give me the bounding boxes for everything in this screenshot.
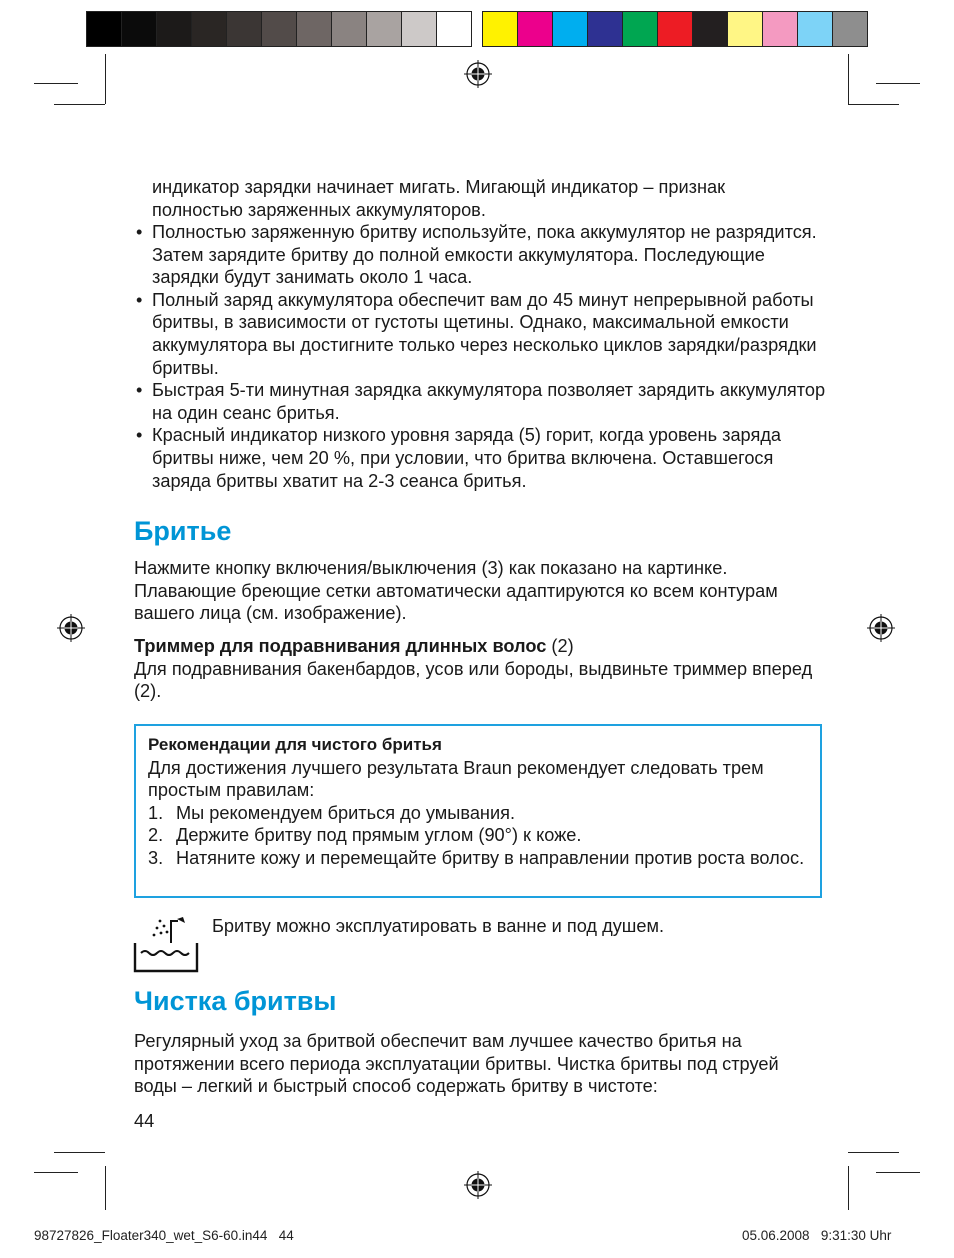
bullet-mark: • (136, 425, 143, 446)
crop-mark (848, 1166, 849, 1210)
bullet-text: Полностью заряженную бритву используйте, пока аккумулятор не разрядится. Затем зарядите бритву до полной емкости аккумулятора. Последующие зарядки будут занимать около 1 часа. (152, 222, 817, 288)
trimmer-heading (134, 635, 834, 658)
section-title-cleaning: Чистка бритвы (134, 986, 337, 1016)
item-text: Держите бритву под прямым углом (90°) к коже. (176, 825, 582, 846)
crop-mark (848, 54, 849, 104)
section-title-shaving: Бритье (134, 516, 232, 546)
print-slug-filename: 98727826_Floater340_wet_S6-60.in44 44 (34, 1228, 294, 1243)
crop-mark (848, 1152, 899, 1153)
intro-line: индикатор зарядки начинает мигать. Мигающй индикатор – признак (152, 177, 726, 197)
list-item (134, 289, 834, 379)
crop-mark (34, 1172, 78, 1173)
bullet-mark: • (136, 222, 143, 242)
color-swatch (122, 12, 157, 46)
color-swatch (483, 12, 518, 46)
registration-mark-icon (57, 614, 85, 642)
color-swatch (262, 12, 297, 46)
color-swatch (332, 12, 367, 46)
color-swatch (297, 12, 332, 46)
page-number: 44 (134, 1111, 155, 1131)
charging-bullet-list (134, 221, 834, 492)
color-swatch (367, 12, 402, 46)
wet-use-note: Бритву можно эксплуатировать в ванне и под душем. (212, 916, 665, 936)
color-swatch (437, 12, 471, 46)
color-swatch (658, 12, 693, 46)
bullet-text: Красный индикатор низкого уровня заряда (5) горит, когда уровень заряда бритвы ниже, чем 20 %, при условии, что бритва включена. Оставшегося заряда бритвы хватит на 2-3 сеанса бритья. (152, 425, 782, 491)
tips-box (134, 724, 822, 898)
trimmer-title: Триммер для подравнивания длинных волос (134, 636, 547, 656)
tips-title: Рекомендации для чистого бритья (148, 735, 442, 754)
item-text: Натяните кожу и перемещайте бритву в направлении против роста волос. (176, 847, 805, 868)
bullet-mark: • (136, 380, 143, 401)
color-calibration-bar (482, 11, 868, 47)
color-swatch (833, 12, 867, 46)
intro-continuation (152, 176, 832, 221)
intro-line: полностью заряженных аккумуляторов. (152, 199, 486, 220)
grayscale-calibration-bar (86, 11, 472, 47)
crop-mark (876, 83, 920, 84)
item-number: 2. (148, 825, 164, 846)
list-item (134, 221, 834, 289)
item-number: 1. (148, 802, 164, 823)
color-swatch (763, 12, 798, 46)
bullet-text: Полный заряд аккумулятора обеспечит вам до 45 минут непрерывной работы бритвы, в зависимости от густоты щетины. Однако, максимальной емкости аккумулятора вы достигните только через несколько циклов зарядки/разрядки бритвы. (152, 289, 817, 378)
color-swatch (553, 12, 588, 46)
trimmer-ref: (2) (546, 636, 574, 656)
shaving-paragraph: Нажмите кнопку включения/выключения (3) как показано на картинке. Плавающие бреющие сетки автоматически адаптируются ко всем контурам вашего лица (см. изображение). (134, 558, 778, 624)
list-item (134, 379, 834, 424)
crop-mark (105, 54, 106, 104)
color-swatch (693, 12, 728, 46)
crop-mark (54, 1152, 105, 1153)
bullet-mark: • (136, 289, 143, 310)
list-item (148, 802, 808, 825)
crop-mark (876, 1172, 920, 1173)
crop-mark (34, 83, 78, 84)
color-swatch (728, 12, 763, 46)
list-item (134, 424, 834, 492)
print-slug-timestamp: 05.06.2008 9:31:30 Uhr (742, 1228, 892, 1243)
tips-list (148, 802, 808, 870)
bullet-text: Быстрая 5-ти минутная зарядка аккумулятора позволяет зарядить аккумулятор на один сеанс бритья. (152, 380, 826, 423)
bath-shower-icon (131, 913, 201, 975)
crop-mark (105, 1166, 106, 1210)
color-swatch (623, 12, 658, 46)
registration-mark-icon (464, 60, 492, 88)
item-text: Мы рекомендуем бриться до умывания. (176, 802, 516, 823)
color-swatch (157, 12, 192, 46)
color-swatch (402, 12, 437, 46)
color-swatch (518, 12, 553, 46)
color-swatch (588, 12, 623, 46)
list-item (148, 824, 808, 847)
color-swatch (192, 12, 227, 46)
crop-mark (54, 104, 105, 105)
trimmer-section (134, 635, 834, 703)
color-swatch (87, 12, 122, 46)
crop-mark (848, 104, 899, 105)
cleaning-paragraph: Регулярный уход за бритвой обеспечит вам лучшее качество бритья на протяжении всего периода эксплуатации бритвы. Чистка бритвы под струей воды – легкий и быстрый способ содержать бритву в чистоте: (134, 1031, 779, 1097)
list-item (148, 847, 808, 870)
registration-mark-icon (464, 1171, 492, 1199)
trimmer-text: Для подравнивания бакенбардов, усов или бороды, выдвиньте триммер вперед (2). (134, 658, 813, 702)
color-swatch (798, 12, 833, 46)
tips-intro: Для достижения лучшего результата Braun рекомендует следовать трем простым правилам: (148, 757, 764, 801)
registration-mark-icon (867, 614, 895, 642)
color-swatch (227, 12, 262, 46)
item-number: 3. (148, 847, 164, 868)
